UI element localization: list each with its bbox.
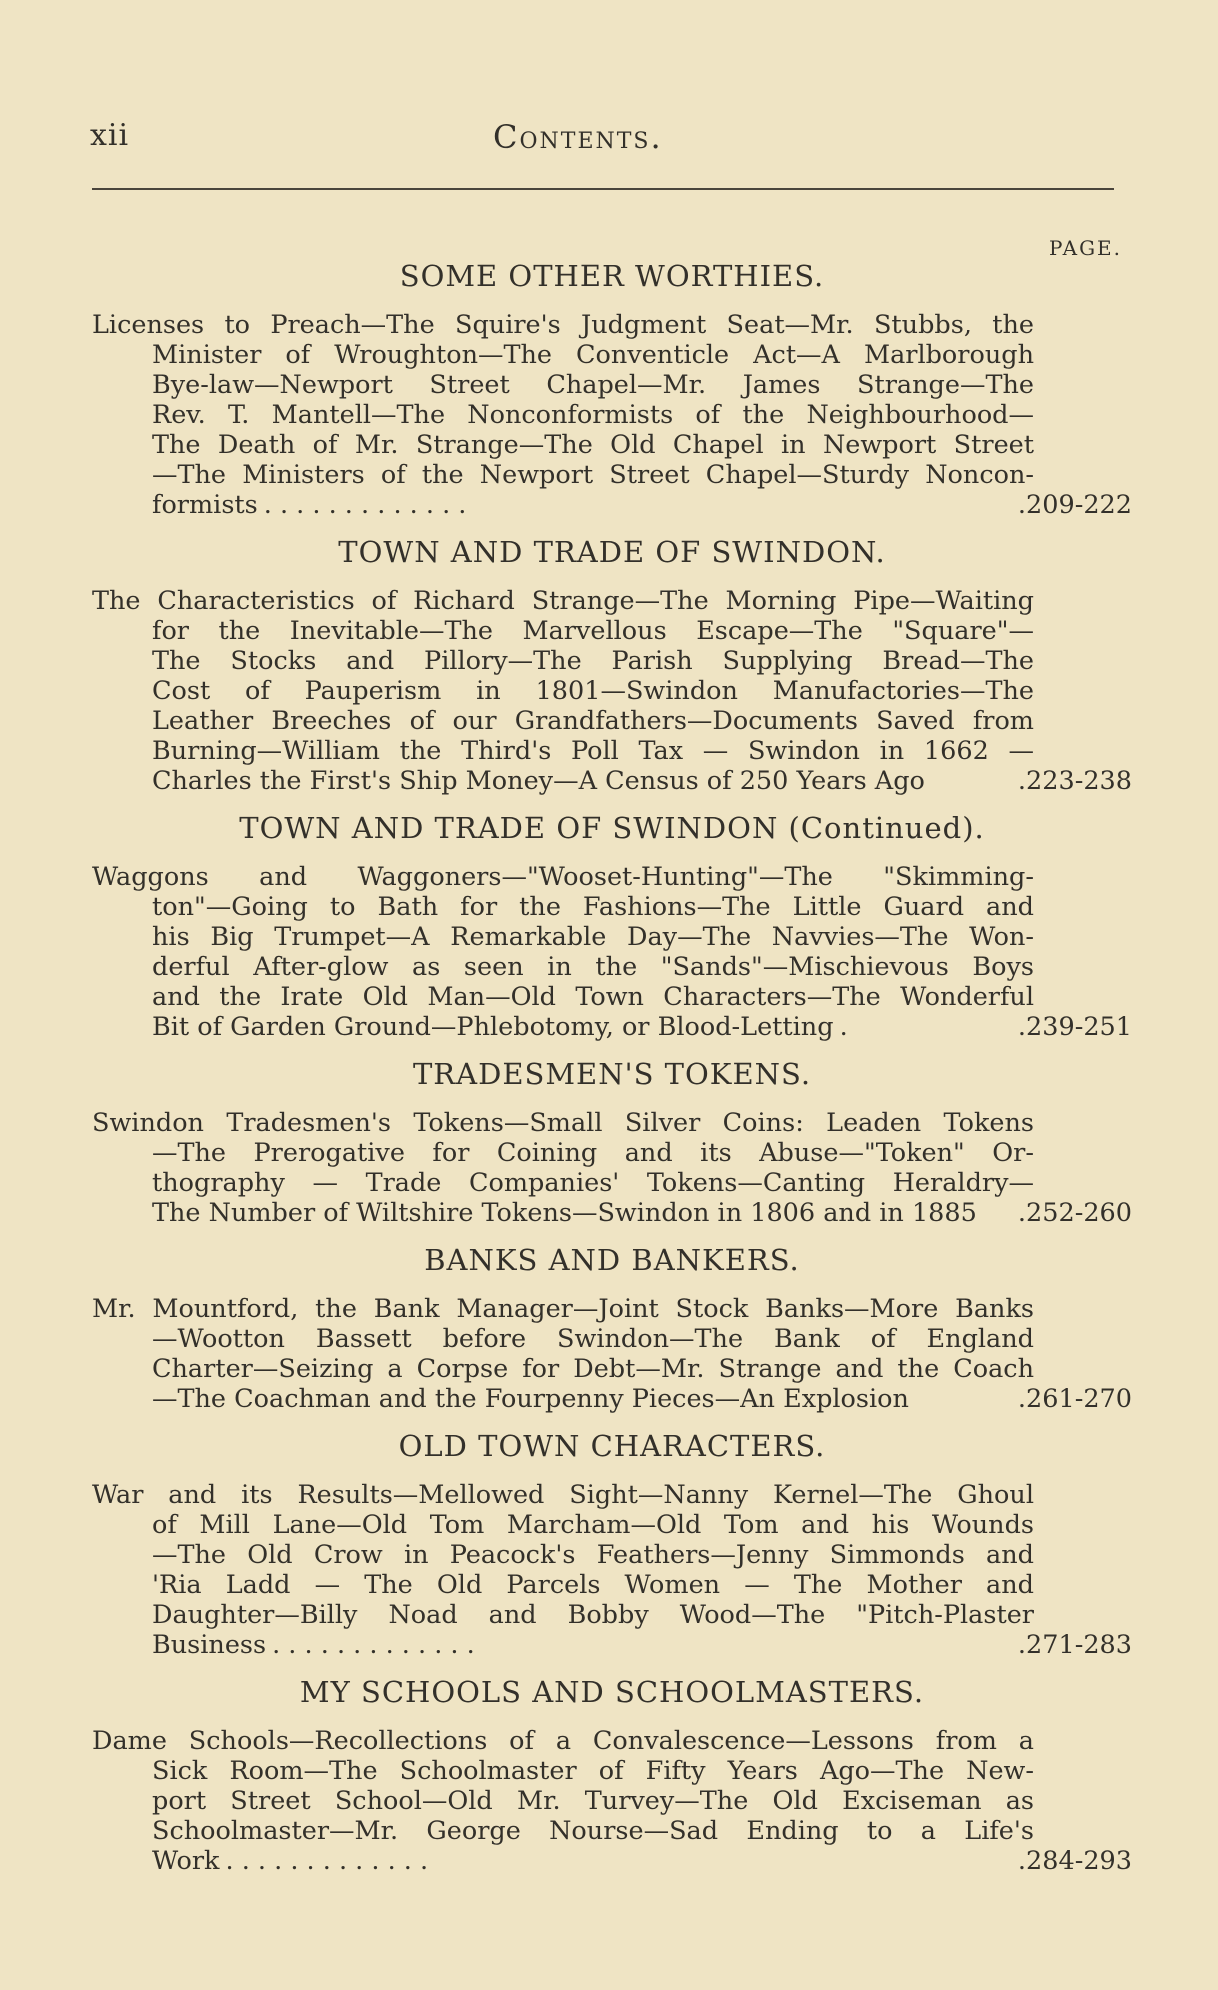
page-range: .271-283	[1017, 1630, 1132, 1660]
summary-last-line	[92, 1384, 1132, 1414]
contents-list	[92, 258, 1132, 1890]
summary-line: 'Ria Ladd — The Old Parcels Women — The Mother and	[152, 1570, 1034, 1600]
dot-leader: . . . . . . . . . . . . .	[263, 490, 467, 520]
contents-section	[92, 810, 1132, 1042]
summary-line: port Street School—Old Mr. Turvey—The Old Exciseman as	[152, 1786, 1034, 1816]
contents-section	[92, 1242, 1132, 1414]
summary-line: Rev. T. Mantell—The Nonconformists of the Neighbourhood—	[152, 400, 1034, 430]
summary-line: and the Irate Old Man—Old Town Characters—The Wonderful	[152, 982, 1034, 1012]
page-number: xii	[90, 118, 130, 153]
section-title: SOME OTHER WORTHIES.	[399, 259, 825, 293]
summary-line-end: Charles the First's Ship Money—A Census of 250 Years Ago	[152, 766, 925, 796]
summary-line: Schoolmaster—Mr. George Nourse—Sad Ending to a Life's	[152, 1816, 1034, 1846]
summary-line: Dame Schools—Recollections of a Convalescence—Lessons from a	[92, 1726, 1034, 1756]
section-summary	[92, 1480, 1132, 1660]
summary-line: Sick Room—The Schoolmaster of Fifty Years Ago—The New-	[152, 1756, 1034, 1786]
page-title: Contents.	[493, 118, 663, 156]
summary-line: War and its Results—Mellowed Sight—Nanny Kernel—The Ghoul	[92, 1480, 1034, 1510]
dot-leader: .	[839, 1012, 848, 1042]
section-title: OLD TOWN CHARACTERS.	[398, 1429, 826, 1463]
dot-leader: . . . . . . . . . . . . .	[272, 1630, 475, 1660]
summary-line: Bye-law—Newport Street Chapel—Mr. James Strange—The	[152, 370, 1034, 400]
summary-line-end: The Number of Wiltshire Tokens—Swindon in 1806 and in 1885	[152, 1198, 977, 1228]
summary-line: thography — Trade Companies' Tokens—Canting Heraldry—	[152, 1168, 1034, 1198]
summary-line: of Mill Lane—Old Tom Marcham—Old Tom and his Wounds	[152, 1510, 1034, 1540]
contents-section	[92, 1428, 1132, 1660]
summary-line-end: formists	[152, 490, 258, 520]
section-title: TOWN AND TRADE OF SWINDON (Continued).	[239, 811, 985, 845]
section-summary	[92, 1108, 1132, 1228]
summary-last-line	[92, 766, 1132, 796]
summary-line: ton"—Going to Bath for the Fashions—The Little Guard and	[152, 892, 1034, 922]
section-title: TRADESMEN'S TOKENS.	[412, 1057, 812, 1091]
section-summary	[92, 586, 1132, 796]
dot-leader	[925, 766, 1018, 796]
summary-line: Mr. Mountford, the Bank Manager—Joint Stock Banks—More Banks	[92, 1294, 1034, 1324]
page-range: .223-238	[1017, 766, 1132, 796]
page-range: .209-222	[1017, 490, 1132, 520]
page-range: .252-260	[1017, 1198, 1132, 1228]
section-title: MY SCHOOLS AND SCHOOLMASTERS.	[299, 1675, 925, 1709]
summary-line: —The Prerogative for Coining and its Abuse—"Token" Or-	[152, 1138, 1034, 1168]
summary-last-line	[92, 1012, 1132, 1042]
summary-line: —The Old Crow in Peacock's Feathers—Jenny Simmonds and	[152, 1540, 1034, 1570]
section-summary	[92, 1726, 1132, 1876]
summary-line: —The Ministers of the Newport Street Chapel—Sturdy Noncon-	[152, 460, 1034, 490]
summary-last-line	[92, 1846, 1132, 1876]
summary-line: Burning—William the Third's Poll Tax — Swindon in 1662 —	[152, 736, 1034, 766]
summary-line-end: Bit of Garden Ground—Phlebotomy, or Blood-Letting	[152, 1012, 834, 1042]
summary-line: derful After-glow as seen in the "Sands"—Mischievous Boys	[152, 952, 1034, 982]
contents-section	[92, 534, 1132, 796]
page-range: .261-270	[1017, 1384, 1132, 1414]
section-title: TOWN AND TRADE OF SWINDON.	[338, 535, 886, 569]
summary-line-end: Work	[152, 1846, 220, 1876]
header-rule	[92, 188, 1114, 190]
contents-section	[92, 1674, 1132, 1876]
summary-line: Leather Breeches of our Grandfathers—Documents Saved from	[152, 706, 1034, 736]
contents-section	[92, 258, 1132, 520]
running-head	[0, 118, 1218, 162]
summary-last-line	[92, 1198, 1132, 1228]
summary-line: Minister of Wroughton—The Conventicle Act—A Marlborough	[152, 340, 1034, 370]
summary-last-line	[92, 1630, 1132, 1660]
summary-line: Swindon Tradesmen's Tokens—Small Silver Coins: Leaden Tokens	[92, 1108, 1034, 1138]
summary-line: his Big Trumpet—A Remarkable Day—The Navvies—The Won-	[152, 922, 1034, 952]
summary-line: Cost of Pauperism in 1801—Swindon Manufactories—The	[152, 676, 1034, 706]
summary-line-end: —The Coachman and the Fourpenny Pieces—An Explosion	[152, 1384, 909, 1414]
summary-line-end: Business	[152, 1630, 267, 1660]
summary-line: The Death of Mr. Strange—The Old Chapel in Newport Street	[152, 430, 1034, 460]
summary-line: —Wootton Bassett before Swindon—The Bank of England	[152, 1324, 1034, 1354]
summary-line: The Characteristics of Richard Strange—The Morning Pipe—Waiting	[92, 586, 1034, 616]
summary-line: Licenses to Preach—The Squire's Judgment Seat—Mr. Stubbs, the	[92, 310, 1034, 340]
page-range: .239-251	[1017, 1012, 1132, 1042]
dot-leader	[977, 1198, 1018, 1228]
summary-line: Waggons and Waggoners—"Wooset-Hunting"—The "Skimming-	[92, 862, 1034, 892]
dot-leader: . . . . . . . . . . . . .	[225, 1846, 429, 1876]
summary-line: The Stocks and Pillory—The Parish Supplying Bread—The	[152, 646, 1034, 676]
section-summary	[92, 310, 1132, 520]
summary-last-line	[92, 490, 1132, 520]
summary-line: Daughter—Billy Noad and Bobby Wood—The "Pitch-Plaster	[152, 1600, 1034, 1630]
summary-line: Charter—Seizing a Corpse for Debt—Mr. Strange and the Coach	[152, 1354, 1034, 1384]
page-range: .284-293	[1017, 1846, 1132, 1876]
section-title: BANKS AND BANKERS.	[424, 1243, 800, 1277]
section-summary	[92, 862, 1132, 1042]
page-column-label: PAGE.	[1049, 236, 1122, 260]
summary-line: for the Inevitable—The Marvellous Escape—The "Square"—	[152, 616, 1034, 646]
dot-leader	[909, 1384, 1018, 1414]
contents-section	[92, 1056, 1132, 1228]
section-summary	[92, 1294, 1132, 1414]
